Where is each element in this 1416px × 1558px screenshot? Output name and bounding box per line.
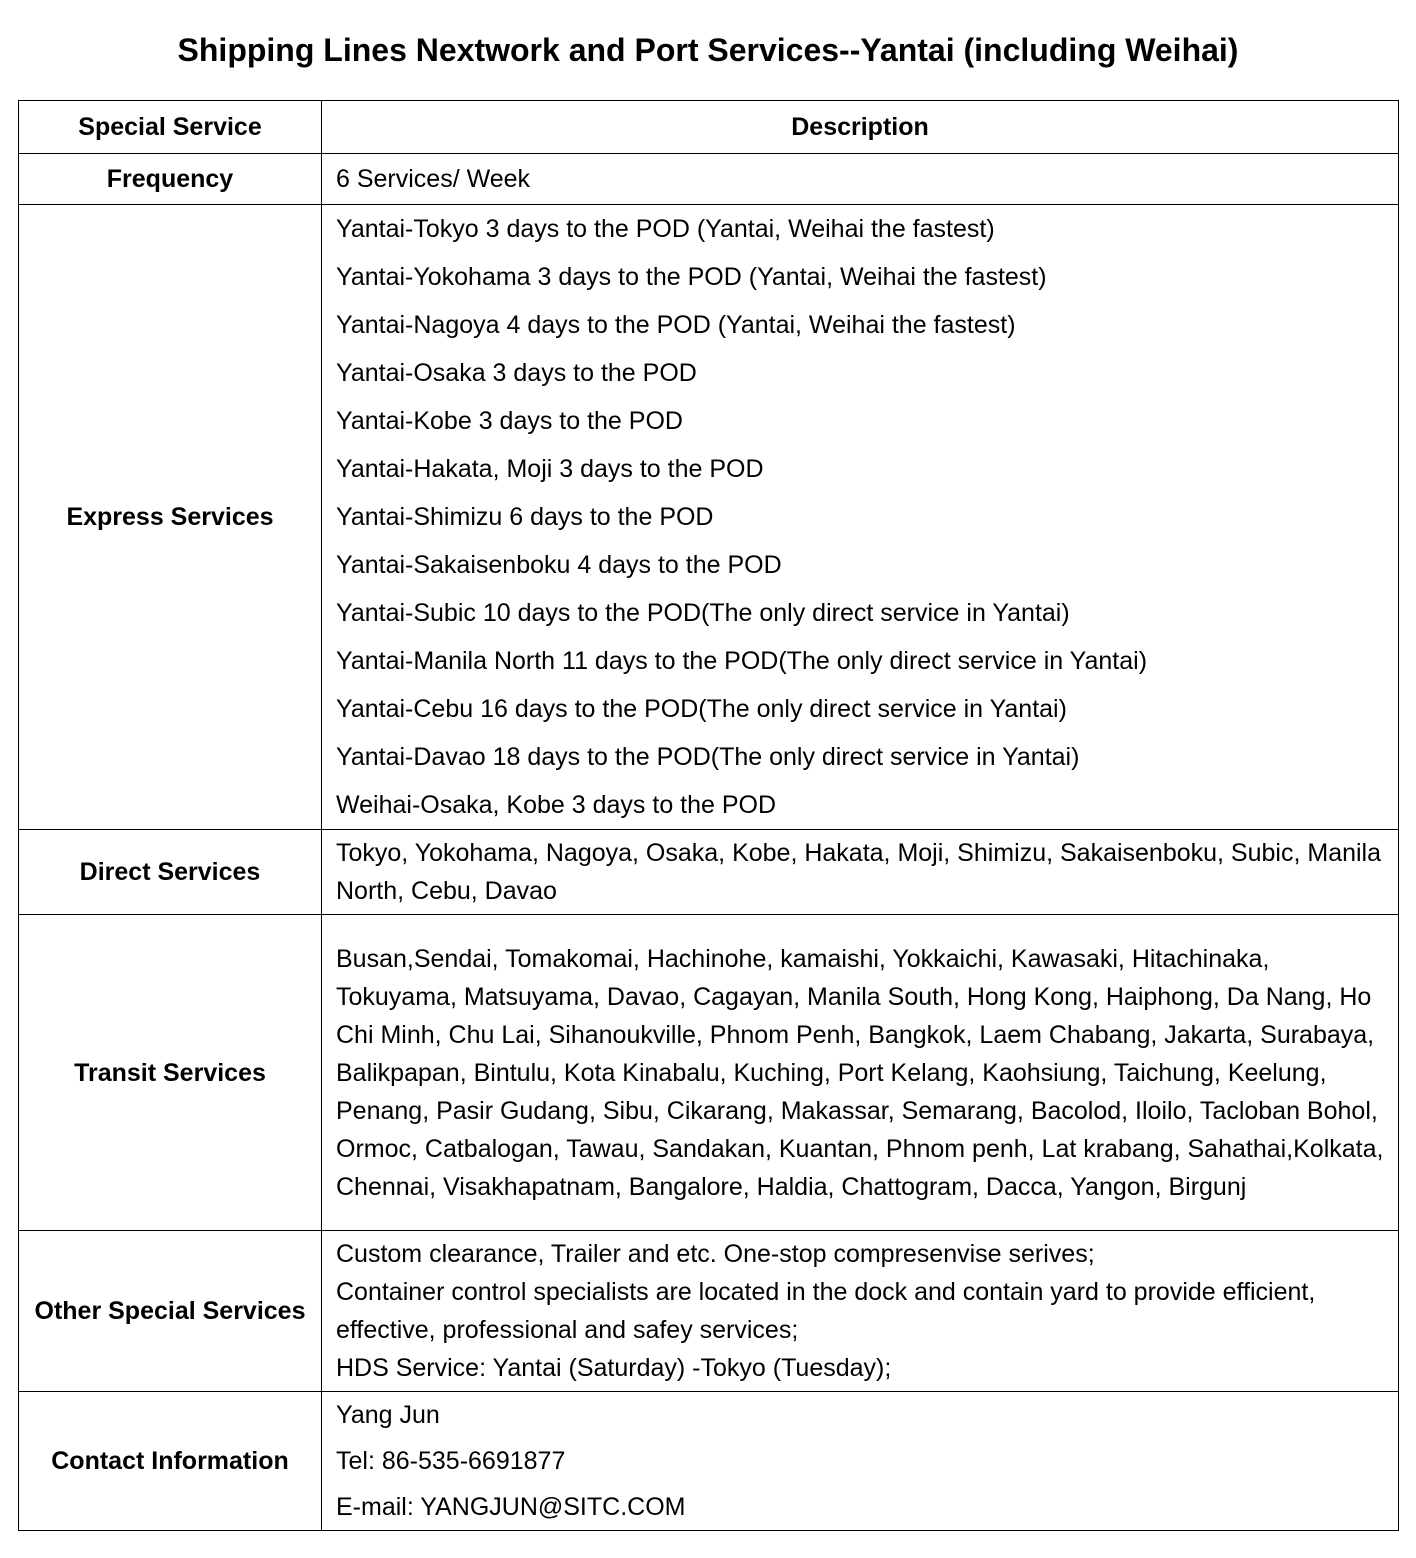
list-item: Yantai-Sakaisenboku 4 days to the POD [336, 551, 782, 579]
contact-name: Yang Jun [336, 1401, 440, 1429]
contact-details [322, 1392, 1399, 1531]
list-item: Yantai-Cebu 16 days to the POD(The only direct service in Yantai) [336, 695, 1067, 723]
list-item: Yantai-Tokyo 3 days to the POD (Yantai, Weihai the fastest) [336, 215, 995, 243]
express-list [322, 205, 1399, 830]
list-item: Yantai-Yokohama 3 days to the POD (Yantai, Weihai the fastest) [336, 263, 1047, 291]
list-item: Container control specialists are located in the dock and contain yard to provide efficient, effective, professional and safey services; [336, 1278, 1316, 1344]
header-special-service: Special Service [19, 101, 322, 154]
services-table [18, 100, 1399, 1531]
direct-label: Direct Services [19, 830, 322, 915]
header-description: Description [322, 101, 1399, 154]
list-item: Yantai-Subic 10 days to the POD(The only direct service in Yantai) [336, 599, 1070, 627]
list-item: Yantai-Manila North 11 days to the POD(The only direct service in Yantai) [336, 647, 1148, 675]
list-item: Yantai-Osaka 3 days to the POD [336, 359, 697, 387]
frequency-value: 6 Services/ Week [322, 154, 1399, 205]
list-item: Yantai-Nagoya 4 days to the POD (Yantai, Weihai the fastest) [336, 311, 1016, 339]
other-label: Other Special Services [19, 1231, 322, 1392]
direct-value: Tokyo, Yokohama, Nagoya, Osaka, Kobe, Hakata, Moji, Shimizu, Sakaisenboku, Subic, Manila North, Cebu, Davao [322, 830, 1399, 915]
express-label: Express Services [19, 205, 322, 830]
contact-email[interactable]: E-mail: YANGJUN@SITC.COM [336, 1493, 686, 1521]
other-list [322, 1231, 1399, 1392]
table-row-transit [19, 915, 1399, 1231]
list-item: HDS Service: Yantai (Saturday) -Tokyo (Tuesday); [336, 1354, 892, 1382]
table-header-row [19, 101, 1399, 154]
list-item: Yantai-Shimizu 6 days to the POD [336, 503, 714, 531]
list-item: Custom clearance, Trailer and etc. One-stop compresenvise serives; [336, 1240, 1095, 1268]
list-item: Yantai-Davao 18 days to the POD(The only direct service in Yantai) [336, 743, 1080, 771]
frequency-label: Frequency [19, 154, 322, 205]
transit-value: Busan,Sendai, Tomakomai, Hachinohe, kamaishi, Yokkaichi, Kawasaki, Hitachinaka, Tokuyama, Matsuyama, Davao, Cagayan, Manila South, Hong Kong, Haiphong, Da Nang, Ho Chi Minh, Chu Lai, Sihanoukville, Phnom Penh, Bangkok, Laem Chabang, Jakarta, Surabaya, Balikpapan, Bintulu, Kota Kinabalu, Kuching, Port Kelang, Kaohsiung, Taichung, Keelung, Penang, Pasir Gudang, Sibu, Cikarang, Makassar, Semarang, Bacolod, Iloilo, Tacloban Bohol, Ormoc, Catbalogan, Tawau, Sandakan, Kuantan, Phnom penh, Lat krabang, Sahathai,Kolkata, Chennai, Visakhapatnam, Bangalore, Haldia, Chattogram, Dacca, Yangon, Birgunj [322, 915, 1399, 1231]
table-row-other [19, 1231, 1399, 1392]
table-row-contact [19, 1392, 1399, 1531]
table-row-direct [19, 830, 1399, 915]
list-item: Yantai-Hakata, Moji 3 days to the POD [336, 455, 764, 483]
transit-label: Transit Services [19, 915, 322, 1231]
list-item: Yantai-Kobe 3 days to the POD [336, 407, 683, 435]
contact-tel: Tel: 86-535-6691877 [336, 1447, 566, 1475]
contact-label: Contact Information [19, 1392, 322, 1531]
page-title: Shipping Lines Nextwork and Port Services--Yantai (including Weihai) [177, 32, 1239, 68]
table-row-express [19, 205, 1399, 830]
table-row-frequency [19, 154, 1399, 205]
list-item: Weihai-Osaka, Kobe 3 days to the POD [336, 791, 777, 819]
